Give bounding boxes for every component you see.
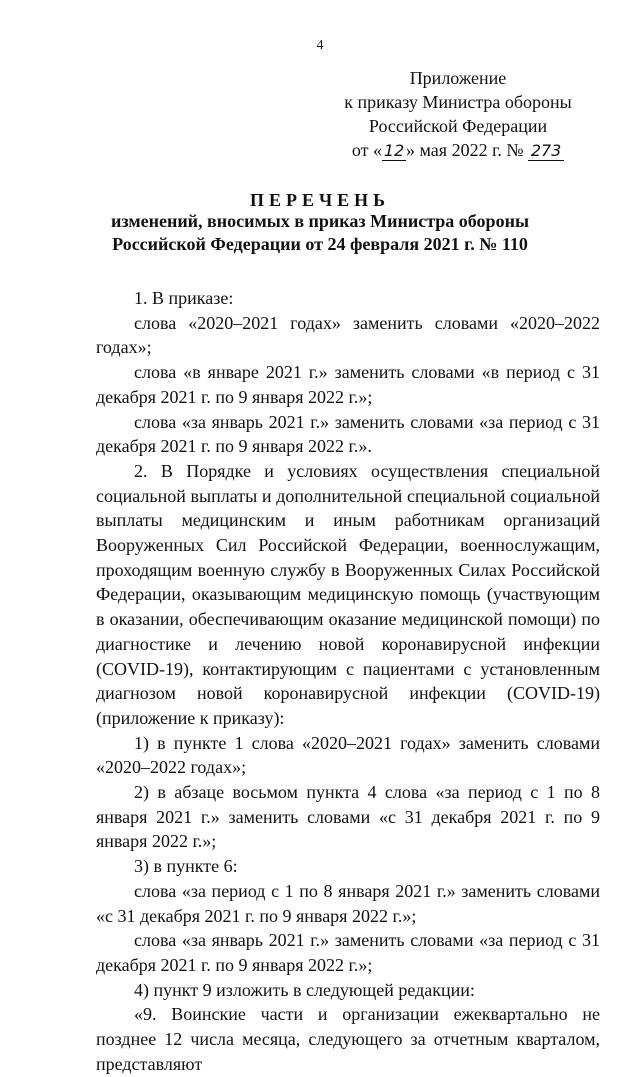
appendix-date-line bbox=[338, 138, 578, 162]
paragraph: 2) в абзаце восьмом пункта 4 слова «за период с 1 по 8 января 2021 г.» заменить словами «с 31 декабря 2021 г. по 9 января 2022 г.»; bbox=[96, 782, 600, 852]
paragraph: 3) в пункте 6: bbox=[134, 856, 238, 877]
document-body bbox=[96, 286, 600, 1077]
paragraph: слова «за январь 2021 г.» заменить словами «за период с 31 декабря 2021 г. по 9 января 2022 г.». bbox=[96, 411, 600, 457]
document-subtitle: изменений, вносимых в приказ Министра обороны Российской Федерации от 24 февраля 2021 г. № 110 bbox=[110, 211, 529, 254]
paragraph: «9. Воинские части и организации ежеквартально не позднее 12 числа месяца, следующего за отчетным кварталом, представляют bbox=[96, 1004, 600, 1074]
paragraph: 1) в пункте 1 слова «2020–2021 годах» заменить словами «2020–2022 годах»; bbox=[96, 732, 600, 778]
appendix-line-1: Приложение bbox=[409, 68, 507, 88]
document-title: ПЕРЕЧЕНЬ bbox=[249, 190, 391, 210]
paragraph: 1. В приказе: bbox=[134, 288, 234, 308]
paragraph: слова «2020–2021 годах» заменить словами «2020–2022 годах»; bbox=[96, 312, 600, 358]
handwritten-day: 12 bbox=[383, 141, 405, 160]
page-number: 4 bbox=[316, 38, 324, 53]
paragraph: слова «за период с 1 по 8 января 2021 г.» заменить словами «с 31 декабря 2021 г. по 9 января 2022 г.»; bbox=[96, 880, 600, 926]
appendix-block bbox=[338, 66, 578, 162]
date-middle: » мая 2022 г. № bbox=[406, 140, 524, 160]
appendix-line-3: Российской Федерации bbox=[368, 116, 548, 136]
date-prefix: от « bbox=[351, 140, 383, 160]
handwritten-order-number: 273 bbox=[528, 142, 564, 161]
paragraph: 2. В Порядке и условиях осуществления специальной социальной выплаты и дополнительной специальной социальной выплаты медицинским и иным работникам организаций Вооруженных Сил Российской Федерации, военнослужащим, проходящим военную службу в Вооруженных Силах Российской Федерации, оказывающим медицинскую помощь (участвующим в оказании, обеспечивающим оказание медицинской помощи) по диагностике и лечению новой коронавирусной инфекции (COVID-19), контактирующим с пациентами с установленным диагнозом новой коронавирусной инфекции (COVID-19) (приложение к приказу): bbox=[96, 460, 600, 728]
appendix-line-2: к приказу Министра обороны bbox=[344, 92, 572, 112]
paragraph: 4) пункт 9 изложить в следующей редакции: bbox=[134, 979, 475, 1000]
paragraph: слова «в январе 2021 г.» заменить словами «в период с 31 декабря 2021 г. по 9 января 2022 г.»; bbox=[96, 362, 600, 407]
paragraph: слова «за январь 2021 г.» заменить словами «за период с 31 декабря 2021 г. по 9 января 2022 г.»; bbox=[96, 930, 600, 975]
